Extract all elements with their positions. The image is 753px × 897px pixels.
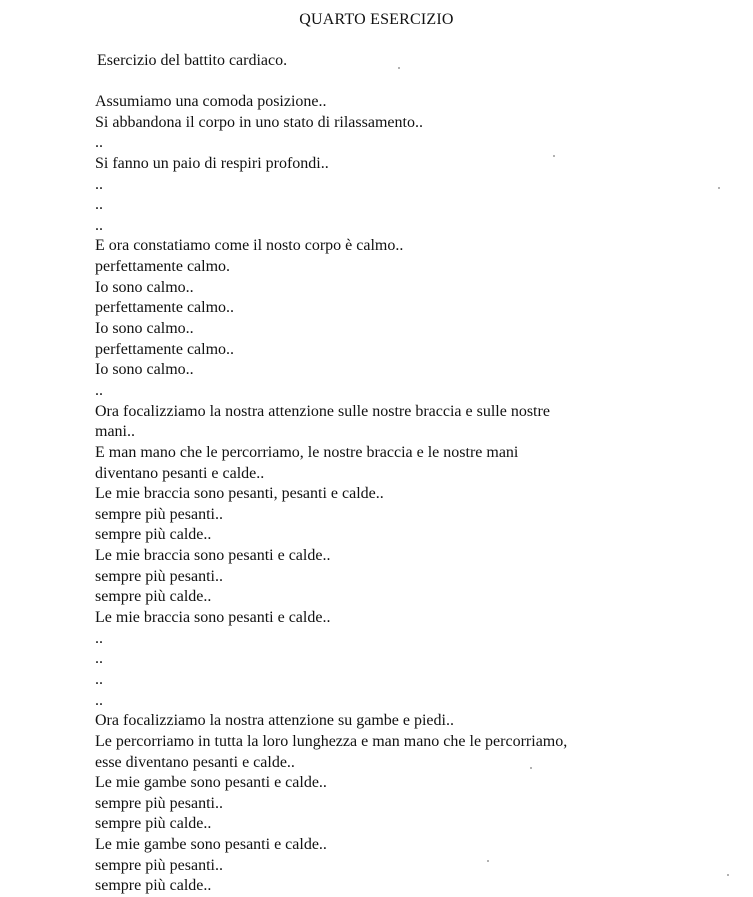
text-line: Le mie braccia sono pesanti e calde.. (95, 609, 331, 627)
text-line: sempre più calde.. (95, 588, 212, 606)
scan-speck (398, 67, 400, 69)
scan-speck (718, 187, 720, 189)
text-line: Si abbandona il corpo in uno stato di rilassamento.. (95, 113, 423, 131)
text-line: sempre più pesanti.. (95, 505, 223, 523)
text-line: perfettamente calmo.. (95, 299, 235, 317)
scan-speck (553, 155, 555, 157)
text-line: Si fanno un paio di respiri profondi.. (95, 154, 329, 172)
text-line: Le mie braccia sono pesanti e calde.. (95, 547, 331, 565)
document-body (95, 92, 715, 897)
text-line: .. (95, 134, 103, 152)
text-line: sempre più calde.. (95, 877, 212, 895)
text-line: esse diventano pesanti e calde.. (95, 753, 295, 771)
text-line: Io sono calmo.. (95, 278, 194, 296)
text-line: .. (95, 196, 103, 214)
text-line: sempre più calde.. (95, 815, 212, 833)
text-line: .. (95, 670, 103, 688)
text-line: Assumiamo una comoda posizione.. (95, 93, 327, 110)
scan-speck (530, 767, 532, 769)
text-line: .. (95, 691, 103, 709)
text-line: .. (95, 216, 103, 234)
text-line: .. (95, 381, 103, 399)
text-line: perfettamente calmo. (95, 258, 231, 276)
text-line: Le mie braccia sono pesanti, pesanti e calde.. (95, 485, 384, 503)
text-line: perfettamente calmo.. (95, 340, 235, 358)
text-line: .. (95, 175, 103, 193)
text-line: E man mano che le percorriamo, le nostre braccia e le nostre mani (95, 443, 519, 461)
text-line: Le mie gambe sono pesanti e calde.. (95, 774, 327, 792)
text-line: sempre più pesanti.. (95, 567, 223, 585)
document-title: QUARTO ESERCIZIO (299, 11, 454, 28)
scan-speck (487, 860, 489, 862)
text-line: .. (95, 629, 103, 647)
text-line: Io sono calmo.. (95, 361, 194, 379)
text-line: Ora focalizziamo la nostra attenzione sulle nostre braccia e sulle nostre (95, 402, 550, 420)
text-line: .. (95, 650, 103, 668)
text-line: E ora constatiamo come il nosto corpo è calmo.. (95, 237, 404, 255)
text-line: sempre più calde.. (95, 526, 212, 544)
document-subtitle: Esercizio del battito cardiaco. (97, 52, 288, 69)
text-line: Io sono calmo.. (95, 320, 194, 338)
text-line: sempre più pesanti.. (95, 794, 223, 812)
text-line: diventano pesanti e calde.. (95, 464, 265, 482)
text-line: sempre più pesanti.. (95, 856, 223, 874)
text-line: Le mie gambe sono pesanti e calde.. (95, 836, 327, 854)
text-line: mani.. (95, 423, 135, 441)
scan-speck (727, 874, 729, 876)
text-line: Ora focalizziamo la nostra attenzione su gambe e piedi.. (95, 712, 454, 730)
text-line: Le percorriamo in tutta la loro lunghezza e man mano che le percorriamo, (95, 732, 568, 750)
